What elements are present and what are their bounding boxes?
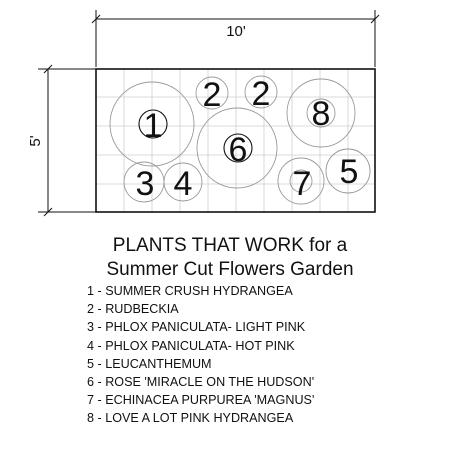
plant-number-4: 4	[173, 165, 193, 203]
legend-item: 2 - RUDBECKIA	[87, 302, 179, 317]
height-dimension	[38, 65, 96, 216]
plant-legend	[87, 282, 314, 428]
plant-number-3: 3	[135, 165, 155, 203]
plant-number-2: 2	[251, 75, 271, 113]
legend-item: 6 - ROSE 'MIRACLE ON THE HUDSON'	[87, 375, 315, 390]
plant-number-5: 5	[339, 153, 359, 191]
plan-title-line-2: Summer Cut Flowers Garden	[106, 259, 354, 280]
plant-number-1: 1	[143, 107, 163, 145]
legend-item: 7 - ECHINACEA PURPUREA 'MAGNUS'	[87, 393, 315, 408]
legend-item: 5 - LEUCANTHEMUM	[87, 356, 212, 371]
legend-item: 3 - PHLOX PANICULATA- LIGHT PINK	[87, 320, 306, 335]
plant-number-6: 6	[228, 131, 248, 169]
legend-item: 4 - PHLOX PANICULATA- HOT PINK	[87, 338, 295, 353]
legend-item: 8 - LOVE A LOT PINK HYDRANGEA	[87, 411, 294, 426]
plant-number-2: 2	[202, 76, 222, 114]
plant-number-7: 7	[292, 165, 312, 203]
height-label: 5'	[27, 135, 44, 147]
width-label: 10'	[226, 23, 246, 40]
legend-item: 1 - SUMMER CRUSH HYDRANGEA	[87, 284, 293, 298]
plan-title-line-1: PLANTS THAT WORK for a	[112, 235, 348, 256]
plant-number-8: 8	[311, 95, 331, 133]
